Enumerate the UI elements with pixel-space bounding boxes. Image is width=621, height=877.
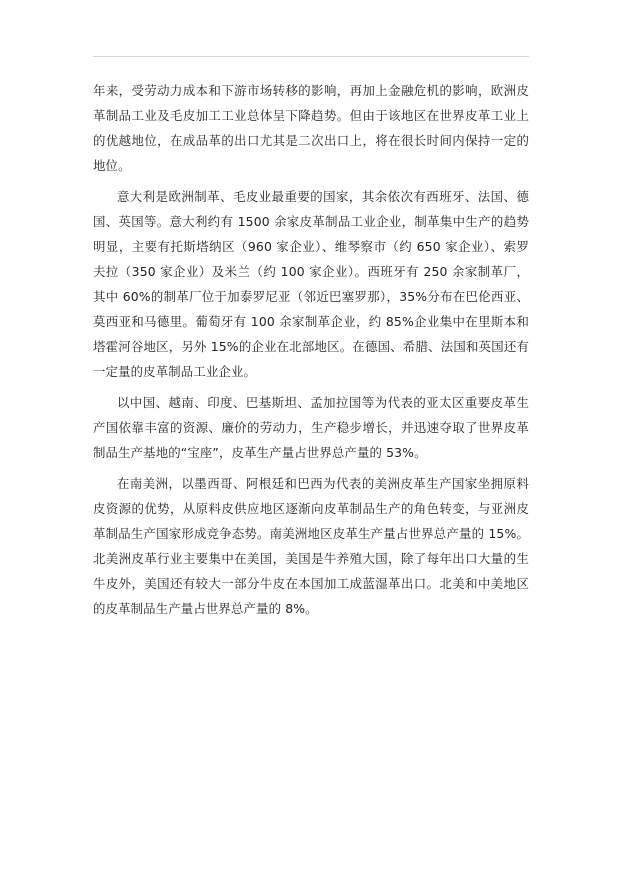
document-body bbox=[93, 78, 529, 627]
header-divider bbox=[93, 56, 529, 57]
paragraph-asia-pacific: 以中国、越南、印度、巴基斯坦、孟加拉国等为代表的亚太区重要皮革生产国依靠丰富的资源、廉价的劳动力，生产稳步增长，并迅速夺取了世界皮革制品生产基地的“宝座”，皮革生产量占世界总产量的 53%。 bbox=[93, 395, 529, 460]
paragraph-italy-spain-portugal: 意大利是欧洲制革、毛皮业最重要的国家，其余依次有西班牙、法国、德国、英国等。意大利约有 1500 余家皮革制品工业企业，制革集中生产的趋势明显，主要有托斯塔纳区（960 家企业）、维琴察市（约 650 家企业）、索罗夫拉（350 家企业）及米兰（约 100 家企业）。西班牙有 250 余家制革厂，其中 60%的制革厂位于加泰罗尼亚（邻近巴塞罗那），35%分布在巴伦西亚、莫西亚和马德里。葡萄牙有 100 余家制革企业，约 85%企业集中在里斯本和塔霍河谷地区，另外 15%的企业在北部地区。在德国、希腊、法国和英国还有一定量的皮革制品工业企业。 bbox=[93, 189, 529, 379]
paragraph-americas: 在南美洲，以墨西哥、阿根廷和巴西为代表的美洲皮革生产国家坐拥原料皮资源的优势，从原料皮供应地区逐渐向皮革制品生产的角色转变，与亚洲皮革制品生产国家形成竞争态势。南美洲地区皮革生产量占世界总产量的 15%。北美洲皮革行业主要集中在美国，美国是牛养殖大国，除了每年出口大量的生牛皮外，美国还有较大一部分牛皮在本国加工成蓝湿革出口。北美和中美地区的皮革制品生产量占世界总产量的 8%。 bbox=[93, 476, 529, 616]
paragraph-europe-trend: 年来，受劳动力成本和下游市场转移的影响，再加上金融危机的影响，欧洲皮革制品工业及毛皮加工工业总体呈下降趋势。但由于该地区在世界皮革工业上的优越地位，在成品革的出口尤其是二次出口上，将在很长时间内保持一定的地位。 bbox=[93, 83, 529, 173]
